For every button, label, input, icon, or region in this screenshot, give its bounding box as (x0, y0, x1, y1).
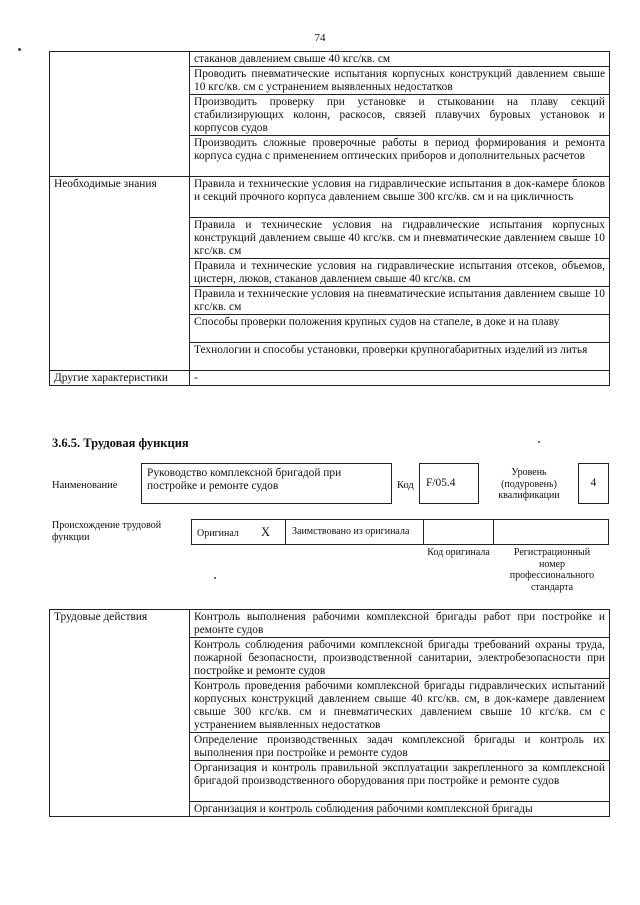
table-cell: Организация и контроль правильной эксплуатации закрепленного за комплексной бригадой производственного оборудования при постройке и ремонте судов (190, 761, 610, 802)
table-cell: Контроль проведения рабочими комплексной бригады гидравлических испытаний корпусных конструкций давлением свыше 40 кгс/кв. см, в док-камере давлением свыше 300 кгс/кв. см и пневматических давлением свыше 10 кгс/кв. см с устранением выявленных недостатков (190, 679, 610, 733)
table-cell: Способы проверки положения крупных судов на стапеле, в доке и на плаву (190, 315, 610, 343)
page-number: 74 (314, 32, 326, 44)
table-cell: Правила и технические условия на гидравлические испытания отсеков, объемов, цистерн, люков, стаканов давлением свыше 40 кгс/кв. см (190, 259, 610, 287)
table-row (50, 52, 610, 67)
table-cell: Правила и технические условия на гидравлические испытания корпусных конструкций давлением свыше 40 кгс/кв. см и пневматические давлением свыше 10 кгс/кв. см (190, 218, 610, 259)
table-cell: Правила и технические условия на гидравлические испытания в док-камере блоков и секций прочного корпуса давлением свыше 300 кгс/кв. см и на цикличность (190, 177, 610, 218)
table-cell: Технологии и способы установки, проверки крупногабаритных изделий из литья (190, 343, 610, 371)
table-cell: Контроль соблюдения рабочими комплексной бригады требований охраны труда, пожарной безопасности, производственной санитарии, электробезопасности при постройке и ремонте судов (190, 638, 610, 679)
original-code-box (423, 519, 494, 545)
borrowed-label: Заимствовано из оригинала (292, 526, 410, 537)
labor-actions-table (49, 609, 610, 817)
registration-number-box (493, 519, 609, 545)
function-code-box: F/05.4 (419, 463, 479, 504)
table-cell: Контроль выполнения рабочими комплексной бригады работ при постройке и ремонте судов (190, 610, 610, 638)
function-name-box: Руководство комплексной бригадой при постройке и ремонте судов (141, 463, 392, 504)
skills-knowledge-table (49, 51, 610, 386)
name-label: Наименование (52, 480, 118, 491)
table-row (50, 177, 610, 218)
table-cell: Производить сложные проверочные работы в период формирования и ремонта корпуса судна с применением оптических приборов и дополнительных расчетов (190, 136, 610, 177)
code-caption: Код оригинала (427, 547, 490, 558)
table-cell: Организация и контроль соблюдения рабочими комплексной бригады (190, 802, 610, 817)
table-cell: Производить проверку при установке и стыковании на плаву секций стабилизирующих колонн, раскосов, связей плавучих буровых установок и корпусов судов (190, 95, 610, 136)
table-cell: Проводить пневматические испытания корпусных конструкций давлением свыше 10 кгс/кв. см с устранением выявленных недостатков (190, 67, 610, 95)
code-label: Код (397, 480, 414, 491)
origin-label: Происхождение трудовой функции (52, 520, 162, 543)
original-box (191, 519, 286, 545)
registration-caption: Регистрационный номер профессионального стандарта (509, 547, 595, 593)
table-cell: Определение производственных задач комплексной бригады и контроль их выполнения при постройке и ремонте судов (190, 733, 610, 761)
original-label: Оригинал (197, 528, 239, 539)
scan-speck (538, 441, 540, 443)
empty-label-cell (50, 52, 190, 177)
table-row (50, 371, 610, 386)
knowledge-label: Необходимые знания (50, 177, 190, 371)
scan-speck (18, 48, 21, 51)
other-value: - (190, 371, 610, 386)
original-mark: X (261, 525, 271, 539)
borrowed-box (285, 519, 424, 545)
table-cell: стаканов давлением свыше 40 кгс/кв. см (190, 52, 610, 67)
table-row (50, 610, 610, 638)
other-label: Другие характеристики (50, 371, 190, 386)
table-cell: Правила и технические условия на пневматические испытания давлением свыше 10 кгс/кв. см (190, 287, 610, 315)
section-title: 3.6.5. Трудовая функция (52, 436, 189, 450)
qualification-level-box: 4 (578, 463, 609, 504)
scan-speck (214, 577, 216, 579)
level-label: Уровень (подуровень) квалификации (498, 467, 560, 501)
actions-label: Трудовые действия (50, 610, 190, 817)
